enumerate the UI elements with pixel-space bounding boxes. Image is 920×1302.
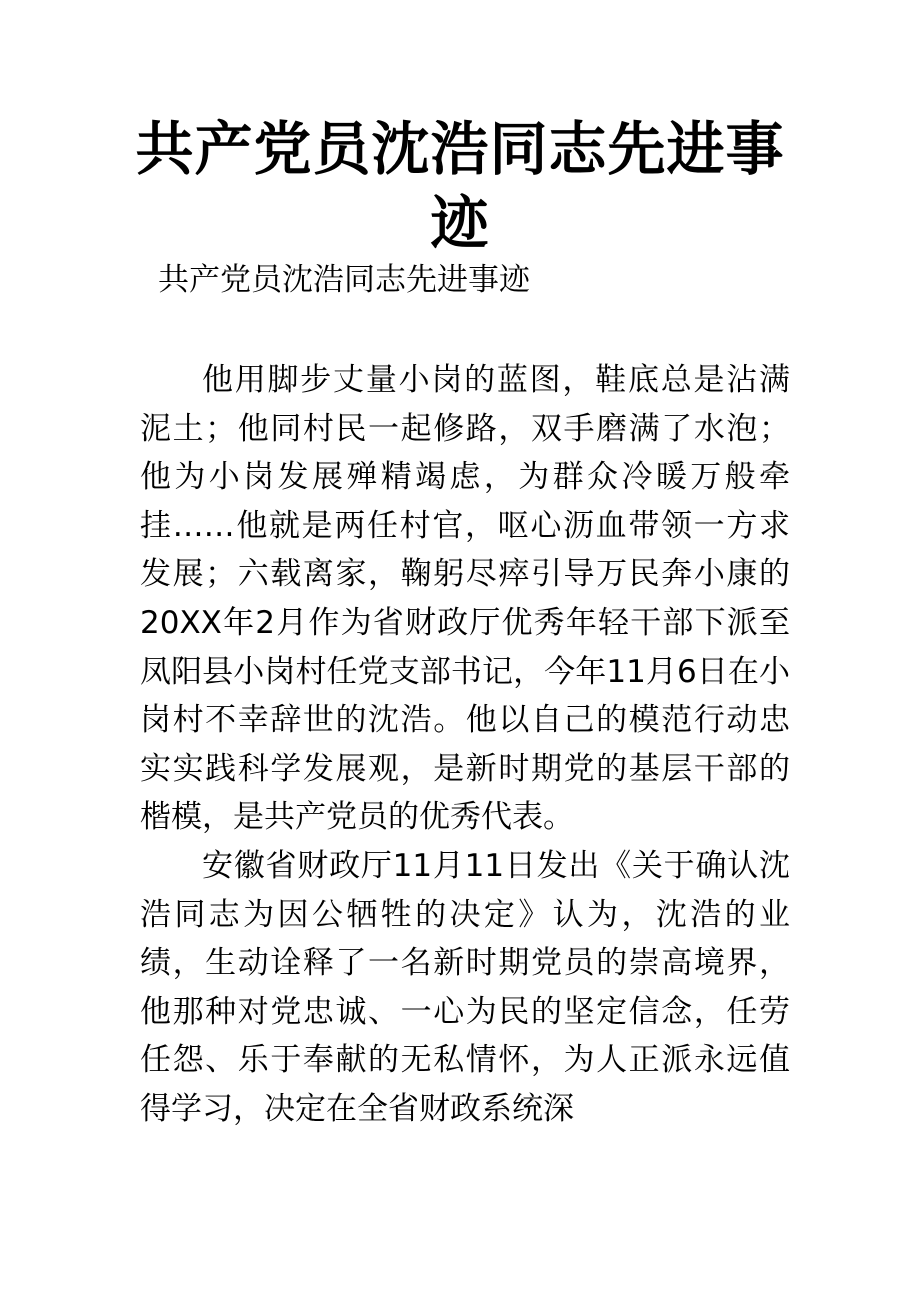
document-subtitle: 共产党员沈浩同志先进事迹 bbox=[158, 262, 530, 298]
body-paragraph: 他用脚步丈量小岗的蓝图，鞋底总是沾满泥土；他同村民一起修路，双手磨满了水泡；他为小岗发展殚精竭虑，为群众冷暖万般牵挂……他就是两任村官，呕心沥血带领一方求发展；六载离家，鞠躬尽瘁引导万民奔小康的20XX年2月作为省财政厅优秀年轻干部下派至凤阳县小岗村任党支部书记，今年11月6日在小岗村不幸辞世的沈浩。他以自己的模范行动忠实实践科学发展观，是新时期党的基层干部的楷模，是共产党员的优秀代表。 bbox=[140, 362, 790, 836]
document-title: 共产党员沈浩同志先进事迹 bbox=[135, 115, 785, 257]
document-body bbox=[140, 356, 790, 1134]
body-paragraph: 安徽省财政厅11月11日发出《关于确认沈浩同志为因公牺牲的决定》认为，沈浩的业绩，生动诠释了一名新时期党员的崇高境界，他那种对党忠诚、一心为民的坚定信念，任劳任怨、乐于奉献的无私情怀，为人正派永远值得学习，决定在全省财政系统深 bbox=[140, 847, 790, 1127]
